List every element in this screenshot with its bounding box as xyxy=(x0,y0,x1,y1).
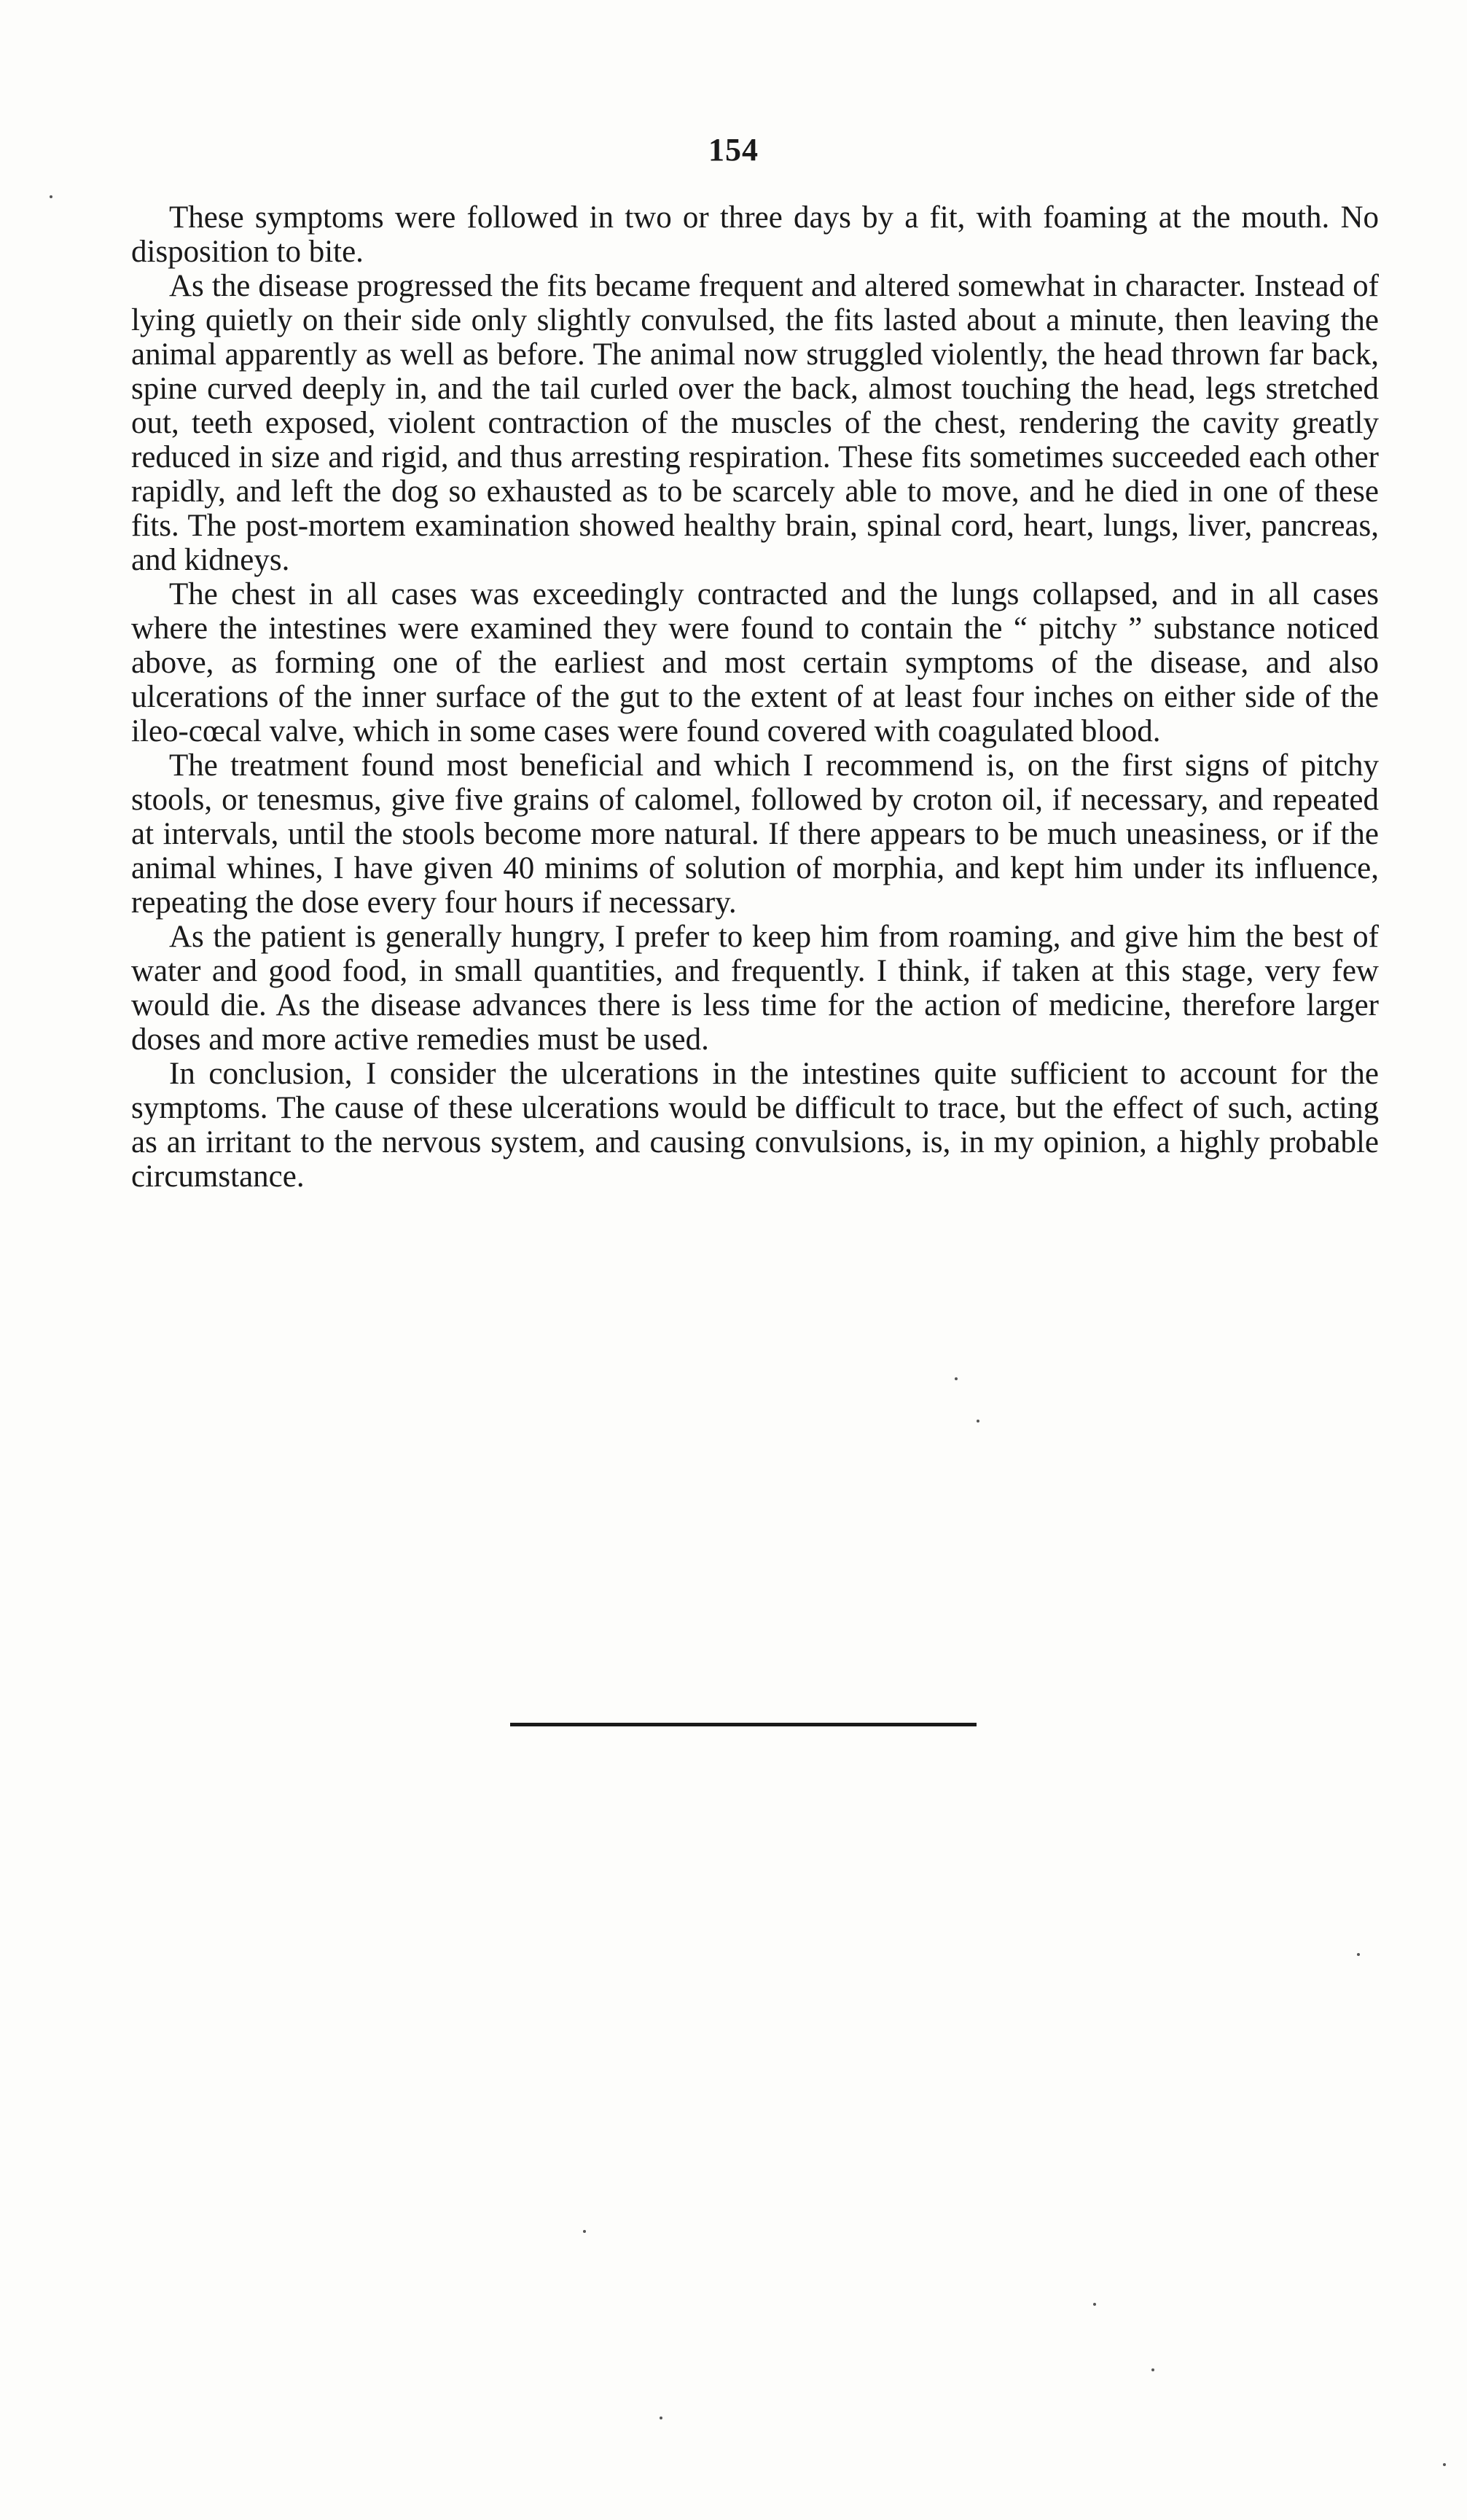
scan-speck xyxy=(1151,2368,1154,2371)
paragraph-5: As the patient is generally hungry, I prefer to keep him from roaming, and give him the best of water and good food, in small quantities, and frequently. I think, if taken at this stage, very few would die. As the disease advances there is less time for the action of medicine, therefore larger doses and more active remedies must be used. xyxy=(131,920,1379,1057)
scan-speck xyxy=(583,2230,586,2233)
scan-speck xyxy=(660,2417,662,2419)
paragraph-1: These symptoms were followed in two or three days by a fit, with foaming at the mouth. No disposition to bite. xyxy=(131,200,1379,269)
scan-speck xyxy=(50,195,52,198)
scan-speck xyxy=(1443,2463,1446,2466)
section-divider-rule xyxy=(510,1723,977,1726)
body-text xyxy=(131,200,1379,1194)
paragraph-4: The treatment found most beneficial and which I recommend is, on the first signs of pitchy stools, or tenesmus, give five grains of calomel, followed by croton oil, if necessary, and repeated at intervals, until the stools become more natural. If there appears to be much uneasiness, or if the animal whines, I have given 40 minims of solution of morphia, and kept him under its influence, repeating the dose every four hours if necessary. xyxy=(131,748,1379,920)
scan-speck xyxy=(1357,1953,1360,1956)
scan-speck xyxy=(977,1420,979,1423)
paragraph-2: As the disease progressed the fits became frequent and altered somewhat in character. Instead of lying quietly on their side only slightly convulsed, the fits lasted about a minute, then leaving the animal apparently as well as before. The animal now struggled violently, the head thrown far back, spine curved deeply in, and the tail curled over the back, almost touching the head, legs stretched out, teeth exposed, violent contraction of the muscles of the chest, rendering the cavity greatly reduced in size and rigid, and thus arresting respiration. These fits sometimes succeeded each other rapidly, and left the dog so exhausted as to be scarcely able to move, and he died in one of these fits. The post-mortem examination showed healthy brain, spinal cord, heart, lungs, liver, pancreas, and kidneys. xyxy=(131,269,1379,577)
scan-speck xyxy=(1093,2303,1096,2306)
paragraph-3: The chest in all cases was exceedingly contracted and the lungs collapsed, and in all cases where the intestines were examined they were found to contain the “ pitchy ” substance noticed above, as forming one of the earliest and most certain symptoms of the disease, and also ulcerations of the inner surface of the gut to the extent of at least four inches on either side of the ileo-cœcal valve, which in some cases were found covered with coagulated blood. xyxy=(131,577,1379,748)
scan-speck xyxy=(955,1377,958,1380)
page-number: 154 xyxy=(708,132,759,168)
paragraph-6: In conclusion, I consider the ulcerations in the intestines quite sufficient to account for the symptoms. The cause of these ulcerations would be difficult to trace, but the effect of such, acting as an irritant to the nervous system, and causing convulsions, is, in my opinion, a highly probable circumstance. xyxy=(131,1057,1379,1194)
